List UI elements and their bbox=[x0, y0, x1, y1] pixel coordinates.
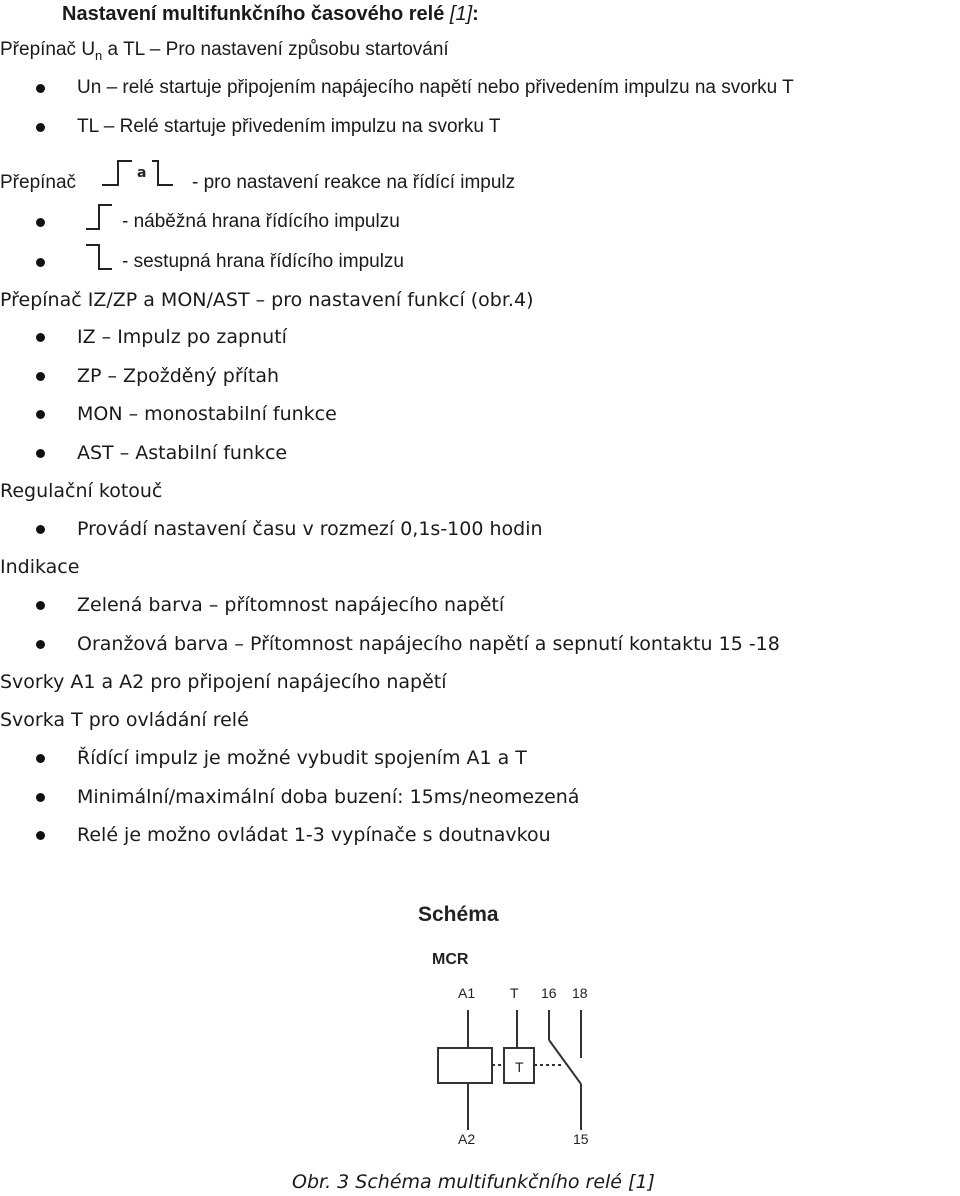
list-item: TL – Relé startuje přivedením impulzu na svorku T bbox=[77, 116, 501, 137]
list-item: Un – relé startuje připojením napájecího napětí nebo přivedením impulzu na svorku T bbox=[77, 77, 794, 98]
bullet-icon bbox=[36, 333, 45, 342]
terminal-18-label: 18 bbox=[572, 985, 588, 1001]
list-item: Provádí nastavení času v rozmezí 0,1s-100 hodin bbox=[77, 518, 543, 540]
edge-switch-symbol-icon bbox=[100, 158, 175, 188]
terminal-15-label: 15 bbox=[573, 1131, 589, 1147]
bullet-icon bbox=[36, 449, 45, 458]
list-item: MON – monostabilní funkce bbox=[77, 403, 337, 425]
schema-model: MCR bbox=[432, 951, 469, 968]
switch-edge-desc: - pro nastavení reakce na řídící impulz bbox=[192, 172, 516, 193]
terminal-t-heading: Svorka T pro ovládání relé bbox=[0, 709, 249, 731]
document-title: Nastavení multifunkčního časového relé [1]: bbox=[62, 3, 479, 25]
switch-edge-label: Přepínač bbox=[0, 172, 77, 193]
list-item: AST – Astabilní funkce bbox=[77, 442, 288, 464]
list-item: Oranžová barva – Přítomnost napájecího napětí a sepnutí kontaktu 15 -18 bbox=[77, 633, 780, 655]
bullet-icon bbox=[36, 525, 45, 534]
list-item: Relé je možno ovládat 1-3 vypínače s doutnavkou bbox=[77, 824, 551, 846]
bullet-icon bbox=[36, 123, 45, 132]
list-item: ZP – Zpožděný přítah bbox=[77, 365, 280, 387]
list-item: - náběžná hrana řídícího impulzu bbox=[122, 211, 400, 232]
terminal-t-label: T bbox=[510, 985, 519, 1001]
bullet-icon bbox=[36, 793, 45, 802]
switch-func-heading: Přepínač IZ/ZP a MON/AST – pro nastavení funkcí (obr.4) bbox=[0, 289, 534, 311]
bullet-icon bbox=[36, 218, 45, 227]
edge-switch-letter: a bbox=[137, 165, 147, 181]
list-item: Zelená barva – přítomnost napájecího napětí bbox=[77, 594, 505, 616]
rising-edge-icon bbox=[84, 202, 114, 232]
terminal-16-label: 16 bbox=[541, 985, 557, 1001]
list-item: IZ – Impulz po zapnutí bbox=[77, 326, 287, 348]
terminal-a1-label: A1 bbox=[458, 985, 476, 1001]
bullet-icon bbox=[36, 258, 45, 267]
relay-schema-diagram bbox=[404, 888, 614, 1153]
list-item: - sestupná hrana řídícího impulzu bbox=[122, 251, 404, 272]
switch-un-tl-heading: Přepínač $U_n$ a TL – Pro nastavení způsobu startování bbox=[0, 39, 449, 63]
dial-heading: Regulační kotouč bbox=[0, 480, 163, 502]
bullet-icon bbox=[36, 410, 45, 419]
bullet-icon bbox=[36, 754, 45, 763]
terminals-a-heading: Svorky A1 a A2 pro připojení napájecího napětí bbox=[0, 671, 447, 693]
terminal-a2-label: A2 bbox=[458, 1131, 476, 1147]
falling-edge-icon bbox=[84, 242, 114, 272]
list-item: Řídící impulz je možné vybudit spojením A1 a T bbox=[77, 747, 527, 769]
coil-t-label: T bbox=[515, 1059, 524, 1075]
bullet-icon bbox=[36, 84, 45, 93]
list-item: Minimální/maximální doba buzení: 15ms/neomezená bbox=[77, 786, 580, 808]
bullet-icon bbox=[36, 640, 45, 649]
bullet-icon bbox=[36, 372, 45, 381]
bullet-icon bbox=[36, 831, 45, 840]
schema-heading: Schéma bbox=[418, 903, 499, 926]
figure-caption: Obr. 3 Schéma multifunkčního relé [1] bbox=[292, 1171, 655, 1193]
indication-heading: Indikace bbox=[0, 556, 80, 578]
bullet-icon bbox=[36, 601, 45, 610]
